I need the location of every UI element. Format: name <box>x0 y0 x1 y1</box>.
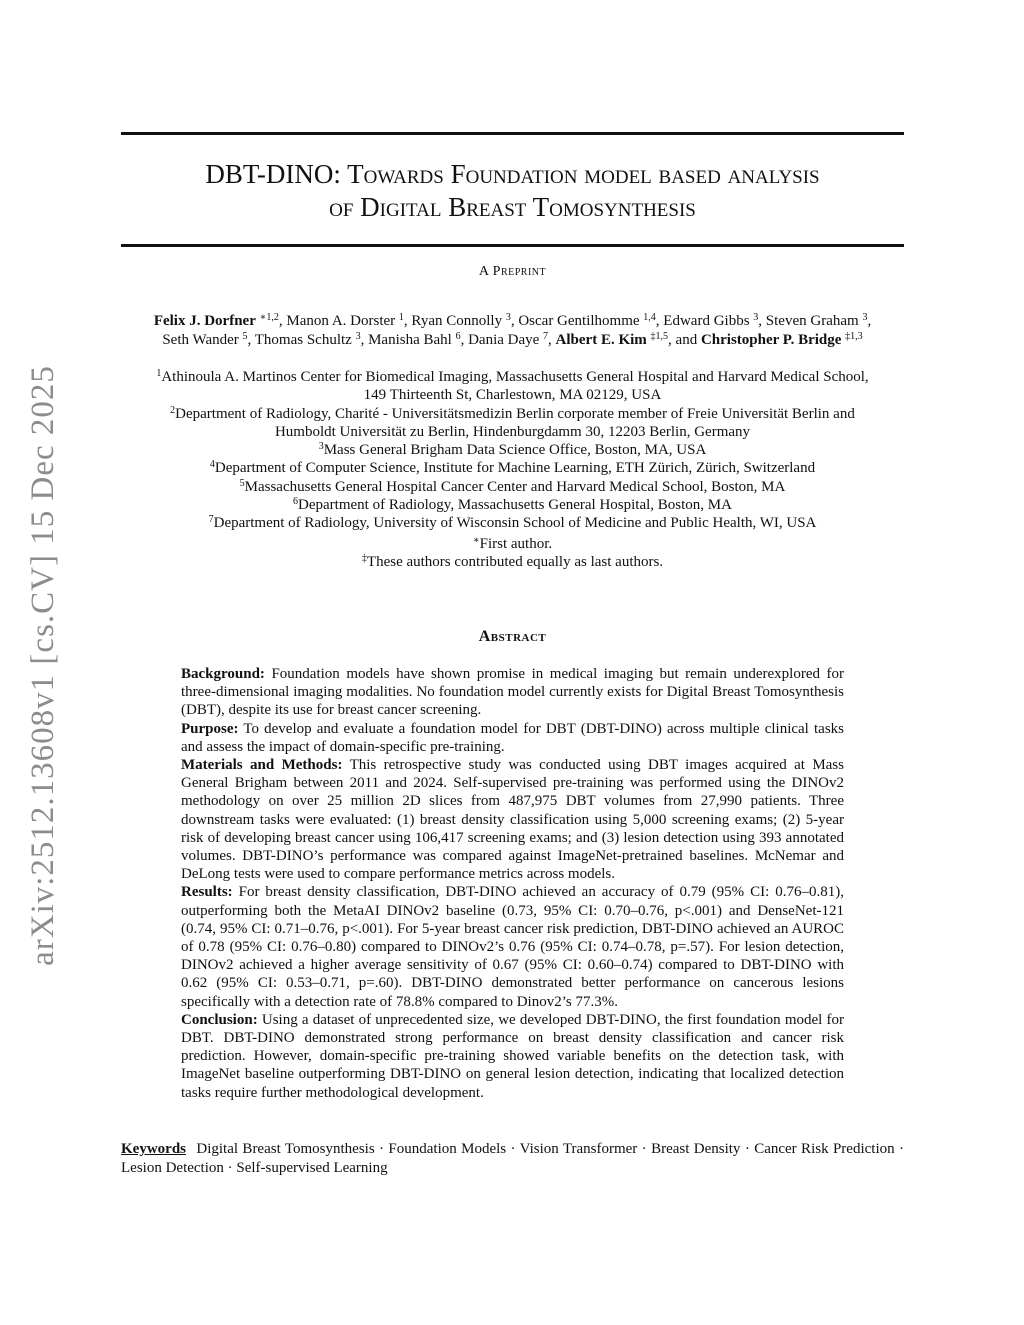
affiliation-number: 4 <box>209 459 215 471</box>
affiliation-text: Department of Radiology, Charité - Universitätsmedizin Berlin corporate member of Freie Universität Berlin and <box>175 405 855 422</box>
affiliation-text: Athinoula A. Martinos Center for Biomedical Imaging, Massachusetts General Hospital and Harvard Medical School, <box>161 369 869 385</box>
author-affiliation-marker: 3 <box>355 331 361 342</box>
keywords-text: Digital Breast Tomosynthesis · Foundation Models · Vision Transformer · Breast Density · Cancer Risk Prediction · Lesion Detection · Self-supervised Learning <box>121 1141 904 1176</box>
arxiv-identifier-text: arXiv:2512.13608v1 [cs.CV] 15 Dec 2025 <box>24 364 61 966</box>
footnote-symbol: ∗ <box>472 534 480 546</box>
abstract-section <box>181 665 844 720</box>
affiliation-number: 2 <box>170 404 176 416</box>
author-name: Oscar Gentilhomme <box>518 313 640 329</box>
keywords <box>121 1140 904 1178</box>
affiliation-number: 1 <box>156 368 162 379</box>
affiliation-line <box>110 423 915 441</box>
abstract-section-label: Background: <box>181 666 265 682</box>
footnote-text: First author. <box>479 535 553 552</box>
author-footnote <box>110 553 915 571</box>
author-affiliation-marker: 3 <box>505 312 511 323</box>
abstract-section-text: This retrospective study was conducted using DBT images acquired at Mass General Brigham between 2011 and 2024. Self-supervised pre-training was performed using the DINOv2 methodology on over 25 million 2D slices from 487,975 DBT volumes from 27,990 patients. Three downstream tasks were evaluated: (1) breast density classification using 5,000 screening exams; (2) 5-year risk of developing breast cancer using 106,417 screening exams; and (3) lesion detection using 393 annotated volumes. DBT-DINO’s performance was compared against ImageNet-pretrained baselines. McNemar and DeLong tests were used to compare performance metrics across models. <box>181 757 844 883</box>
affiliation-text: 149 Thirteenth St, Charlestown, MA 02129, USA <box>363 387 662 404</box>
affiliation-text: Department of Radiology, University of Wisconsin School of Medicine and Public Health, WI, USA <box>213 515 817 532</box>
title-bottom-rule <box>121 244 904 247</box>
affiliation-number: 3 <box>318 441 324 453</box>
affiliation-text: Department of Radiology, Massachusetts General Hospital, Boston, MA <box>298 497 732 514</box>
abstract-section <box>181 756 844 883</box>
author-name: Christopher P. Bridge <box>700 332 842 348</box>
abstract-section-label: Purpose: <box>181 720 239 737</box>
abstract-section-text: For breast density classification, DBT-DINO achieved an accuracy of 0.79 (95% CI: 0.76–0.81), outperforming both the MetaAI DINOv2 baseline (0.73, 95% CI: 0.70–0.76, p<.001) and DenseNet-121 (0.74, 95% CI: 0.71–0.76, p<.001). For 5-year breast cancer risk prediction, DBT-DINO achieved an AUROC of 0.78 (95% CI: 0.76–0.80) compared to DINOv2’s 0.76 (95% CI: 0.74–0.78, p=.57). For lesion detection, DINOv2 achieved a higher average sensitivity of 0.67 (95% CI: 0.60–0.74) compared to DBT-DINO with 0.62 (95% CI: 0.53–0.71, p=.60). DBT-DINO demonstrated better performance on cancerous lesions specifically with a detection rate of 78.8% compared to Dinov2’s 77.3%. <box>181 884 845 1010</box>
preprint-label: A Preprint <box>478 264 547 279</box>
author-affiliation-marker: 1,4 <box>643 312 656 323</box>
affiliation-line <box>110 478 915 496</box>
title-line-1: DBT-DINO: Towards Foundation model based analysis <box>205 159 820 189</box>
abstract-section <box>181 1011 844 1102</box>
author-name: Felix J. Dorfner <box>153 313 256 329</box>
affiliation-line <box>110 441 915 459</box>
author-affiliation-marker: ‡1,3 <box>845 331 863 342</box>
author-name: Albert E. Kim <box>555 332 647 348</box>
affiliation-line <box>110 368 915 386</box>
author-affiliation-marker: 3 <box>862 312 868 323</box>
affiliation-line <box>110 459 915 477</box>
abstract-section-text: Foundation models have shown promise in medical imaging but remain underexplored for three-dimensional imaging modalities. No foundation model currently exists for Digital Breast Tomosynthesis (DBT), despite its use for breast cancer screening. <box>181 666 844 719</box>
author-affiliation-marker: 3 <box>753 312 759 323</box>
title-line-2: of Digital Breast Tomosynthesis <box>329 192 696 222</box>
affiliation-line <box>110 496 915 514</box>
abstract-body <box>181 665 844 1102</box>
author-name: Edward Gibbs <box>663 313 750 329</box>
author-footnote <box>110 535 915 553</box>
author-affiliation-marker: 5 <box>242 331 248 342</box>
affiliation-line <box>110 514 915 532</box>
affiliation-line <box>110 386 915 404</box>
author-affiliation-marker: ‡1,5 <box>650 331 669 342</box>
author-name: Steven Graham <box>765 313 859 329</box>
abstract-section-label: Results: <box>181 884 233 901</box>
author-affiliation-marker: 7 <box>543 331 549 342</box>
author-affiliation-marker: 1 <box>398 312 404 323</box>
author-list: Felix J. Dorfner $^{∗1,2}$, Manon A. Dorster $^1$, Ryan Connolly $^3$, Oscar Gentilhomme $^{1,4}$, Edward Gibbs $^3$, Steven Graham $^3$, Seth Wander $^5$, Thomas Schultz $^3$, Manisha Bahl $^6$, Dania Daye $^7$, Albert E. Kim $^{\ddagger 1,5}$, and Christopher P. Bridge $^{\ddagger 1,3}$ <box>153 312 872 348</box>
affiliation-list <box>110 368 915 571</box>
footnote-symbol: ‡ <box>361 552 367 564</box>
author-name: Ryan Connolly <box>411 313 503 329</box>
title-top-rule <box>121 132 904 135</box>
author-conjunction: and <box>675 332 698 348</box>
affiliation-text: Humboldt Universität zu Berlin, Hindenburgdamm 30, 12203 Berlin, Germany <box>274 423 751 440</box>
author-name: Seth Wander <box>162 332 239 348</box>
abstract-section-text: To develop and evaluate a foundation model for DBT (DBT-DINO) across multiple clinical tasks and assess the impact of domain-specific pre-training. <box>181 720 844 755</box>
affiliation-number: 5 <box>239 477 245 489</box>
affiliation-number: 6 <box>293 496 299 508</box>
abstract-section-label: Materials and Methods: <box>181 757 343 774</box>
arxiv-identifier <box>18 364 68 966</box>
author-name: Dania Daye <box>468 332 540 348</box>
affiliation-text: Massachusetts General Hospital Cancer Center and Harvard Medical School, Boston, MA <box>244 478 786 495</box>
abstract-section-label: Conclusion: <box>181 1011 258 1028</box>
affiliation-text: Department of Computer Science, Institute for Machine Learning, ETH Zürich, Zürich, Switzerland <box>214 460 816 477</box>
paper-title <box>121 158 904 224</box>
keywords-label: Keywords <box>121 1141 186 1157</box>
author-affiliation-marker: ∗1,2 <box>259 312 279 323</box>
footnote-text: These authors contributed equally as last authors. <box>366 553 664 570</box>
affiliation-line <box>110 405 915 423</box>
author-name: Manisha Bahl <box>368 332 452 348</box>
affiliation-text: Mass General Brigham Data Science Office, Boston, MA, USA <box>323 442 707 459</box>
author-name: Thomas Schultz <box>254 332 352 348</box>
author-affiliation-marker: 6 <box>455 331 461 342</box>
author-name: Manon A. Dorster <box>286 313 396 329</box>
abstract-section <box>181 883 844 1010</box>
affiliation-number: 7 <box>208 514 214 526</box>
abstract-section <box>181 720 844 756</box>
abstract-section-text: Using a dataset of unprecedented size, we developed DBT-DINO, the first foundation model for DBT. DBT-DINO demonstrated strong performance on breast density classification and cancer risk prediction. However, domain-specific pre-training showed variable benefits on the detection task, with ImageNet baseline outperforming DBT-DINO on general lesion detection, indicating that localized detection tasks require further methodological development. <box>181 1011 845 1101</box>
abstract-heading: Abstract <box>478 628 547 645</box>
